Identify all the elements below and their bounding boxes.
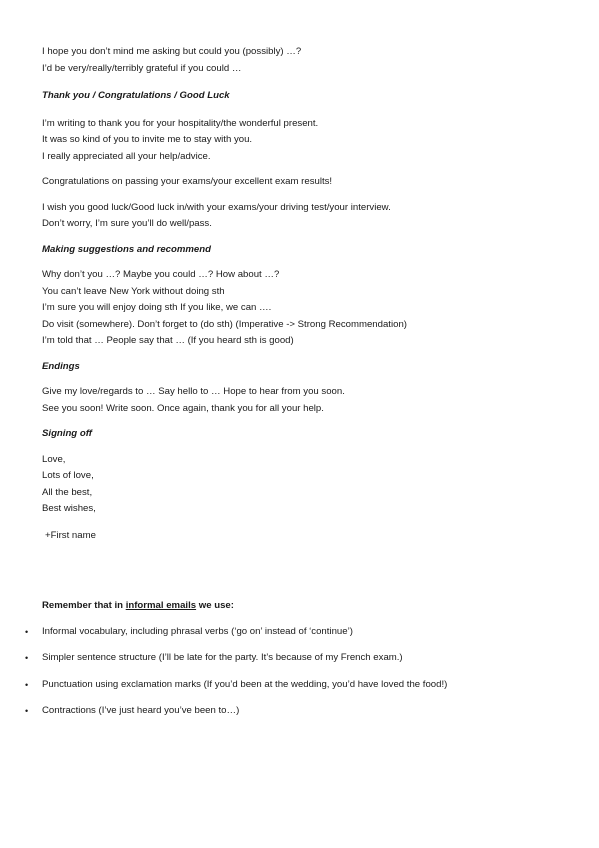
signoff-line: All the best, bbox=[42, 486, 93, 498]
ending-line: Give my love/regards to … Say hello to … Hope to hear from you soon. bbox=[42, 386, 345, 397]
bullet-item bbox=[25, 677, 545, 694]
bullet-text: Contractions (I’ve just heard you’ve been to…) bbox=[42, 705, 240, 716]
request-line: I’d be very/really/terribly grateful if you could … bbox=[42, 62, 242, 74]
bullet-icon: • bbox=[25, 653, 29, 663]
heading-thanks: Thank you / Congratulations / Good Luck bbox=[42, 90, 230, 101]
ending-line: See you soon! Write soon. Once again, thank you for all your help. bbox=[42, 402, 324, 414]
thanks-line: It was so kind of you to invite me to stay with you. bbox=[42, 134, 253, 145]
remember-underlined: informal emails bbox=[125, 600, 197, 611]
heading-suggestions: Making suggestions and recommend bbox=[42, 243, 211, 255]
suggestion-line: I’m told that … People say that … (If you heard sth is good) bbox=[42, 335, 294, 346]
luck-line: Don’t worry, I’m sure you’ll do well/pass. bbox=[42, 218, 212, 229]
thanks-line: I really appreciated all your help/advice. bbox=[42, 150, 211, 162]
bullet-icon: • bbox=[25, 626, 29, 637]
signoff-line: Love, bbox=[42, 453, 66, 465]
remember-bullet-list bbox=[25, 624, 545, 720]
bullet-item bbox=[25, 650, 545, 667]
bullet-text: Informal vocabulary, including phrasal verbs (‘go on’ instead of ‘continue’) bbox=[42, 625, 353, 637]
request-line: I hope you don’t mind me asking but could you (possibly) …? bbox=[42, 46, 302, 57]
remember-suffix: we use: bbox=[196, 600, 234, 611]
bullet-text: Simpler sentence structure (I’ll be late for the party. It’s because of my French exam.) bbox=[42, 652, 403, 663]
signoff-line: Lots of love, bbox=[42, 470, 94, 481]
bullet-icon: • bbox=[25, 706, 29, 716]
suggestion-line: You can’t leave New York without doing sth bbox=[42, 285, 225, 297]
heading-signing-off: Signing off bbox=[42, 428, 92, 439]
bullet-text: Punctuation using exclamation marks (If you’d been at the wedding, you’d have loved the food!) bbox=[42, 678, 448, 690]
suggestion-line: Why don’t you …? Maybe you could …? How about …? bbox=[42, 269, 280, 280]
first-name-line: +First name bbox=[45, 529, 96, 541]
bullet-icon: • bbox=[25, 679, 29, 690]
remember-prefix: Remember that in bbox=[42, 600, 126, 611]
signoff-line: Best wishes, bbox=[42, 503, 96, 514]
bullet-item bbox=[25, 703, 545, 720]
heading-endings: Endings bbox=[42, 360, 80, 372]
congrats-line: Congratulations on passing your exams/your excellent exam results! bbox=[42, 176, 333, 187]
thanks-line: I’m writing to thank you for your hospitality/the wonderful present. bbox=[42, 117, 319, 129]
bullet-item bbox=[25, 624, 545, 641]
document-content bbox=[25, 44, 562, 720]
suggestion-line: Do visit (somewhere). Don’t forget to (do sth) (Imperative -> Strong Recommendation) bbox=[42, 318, 407, 330]
suggestion-line: I’m sure you will enjoy doing sth If you like, we can …. bbox=[42, 302, 272, 313]
luck-line: I wish you good luck/Good luck in/with your exams/your driving test/your interview. bbox=[42, 201, 391, 213]
remember-heading bbox=[42, 598, 562, 615]
